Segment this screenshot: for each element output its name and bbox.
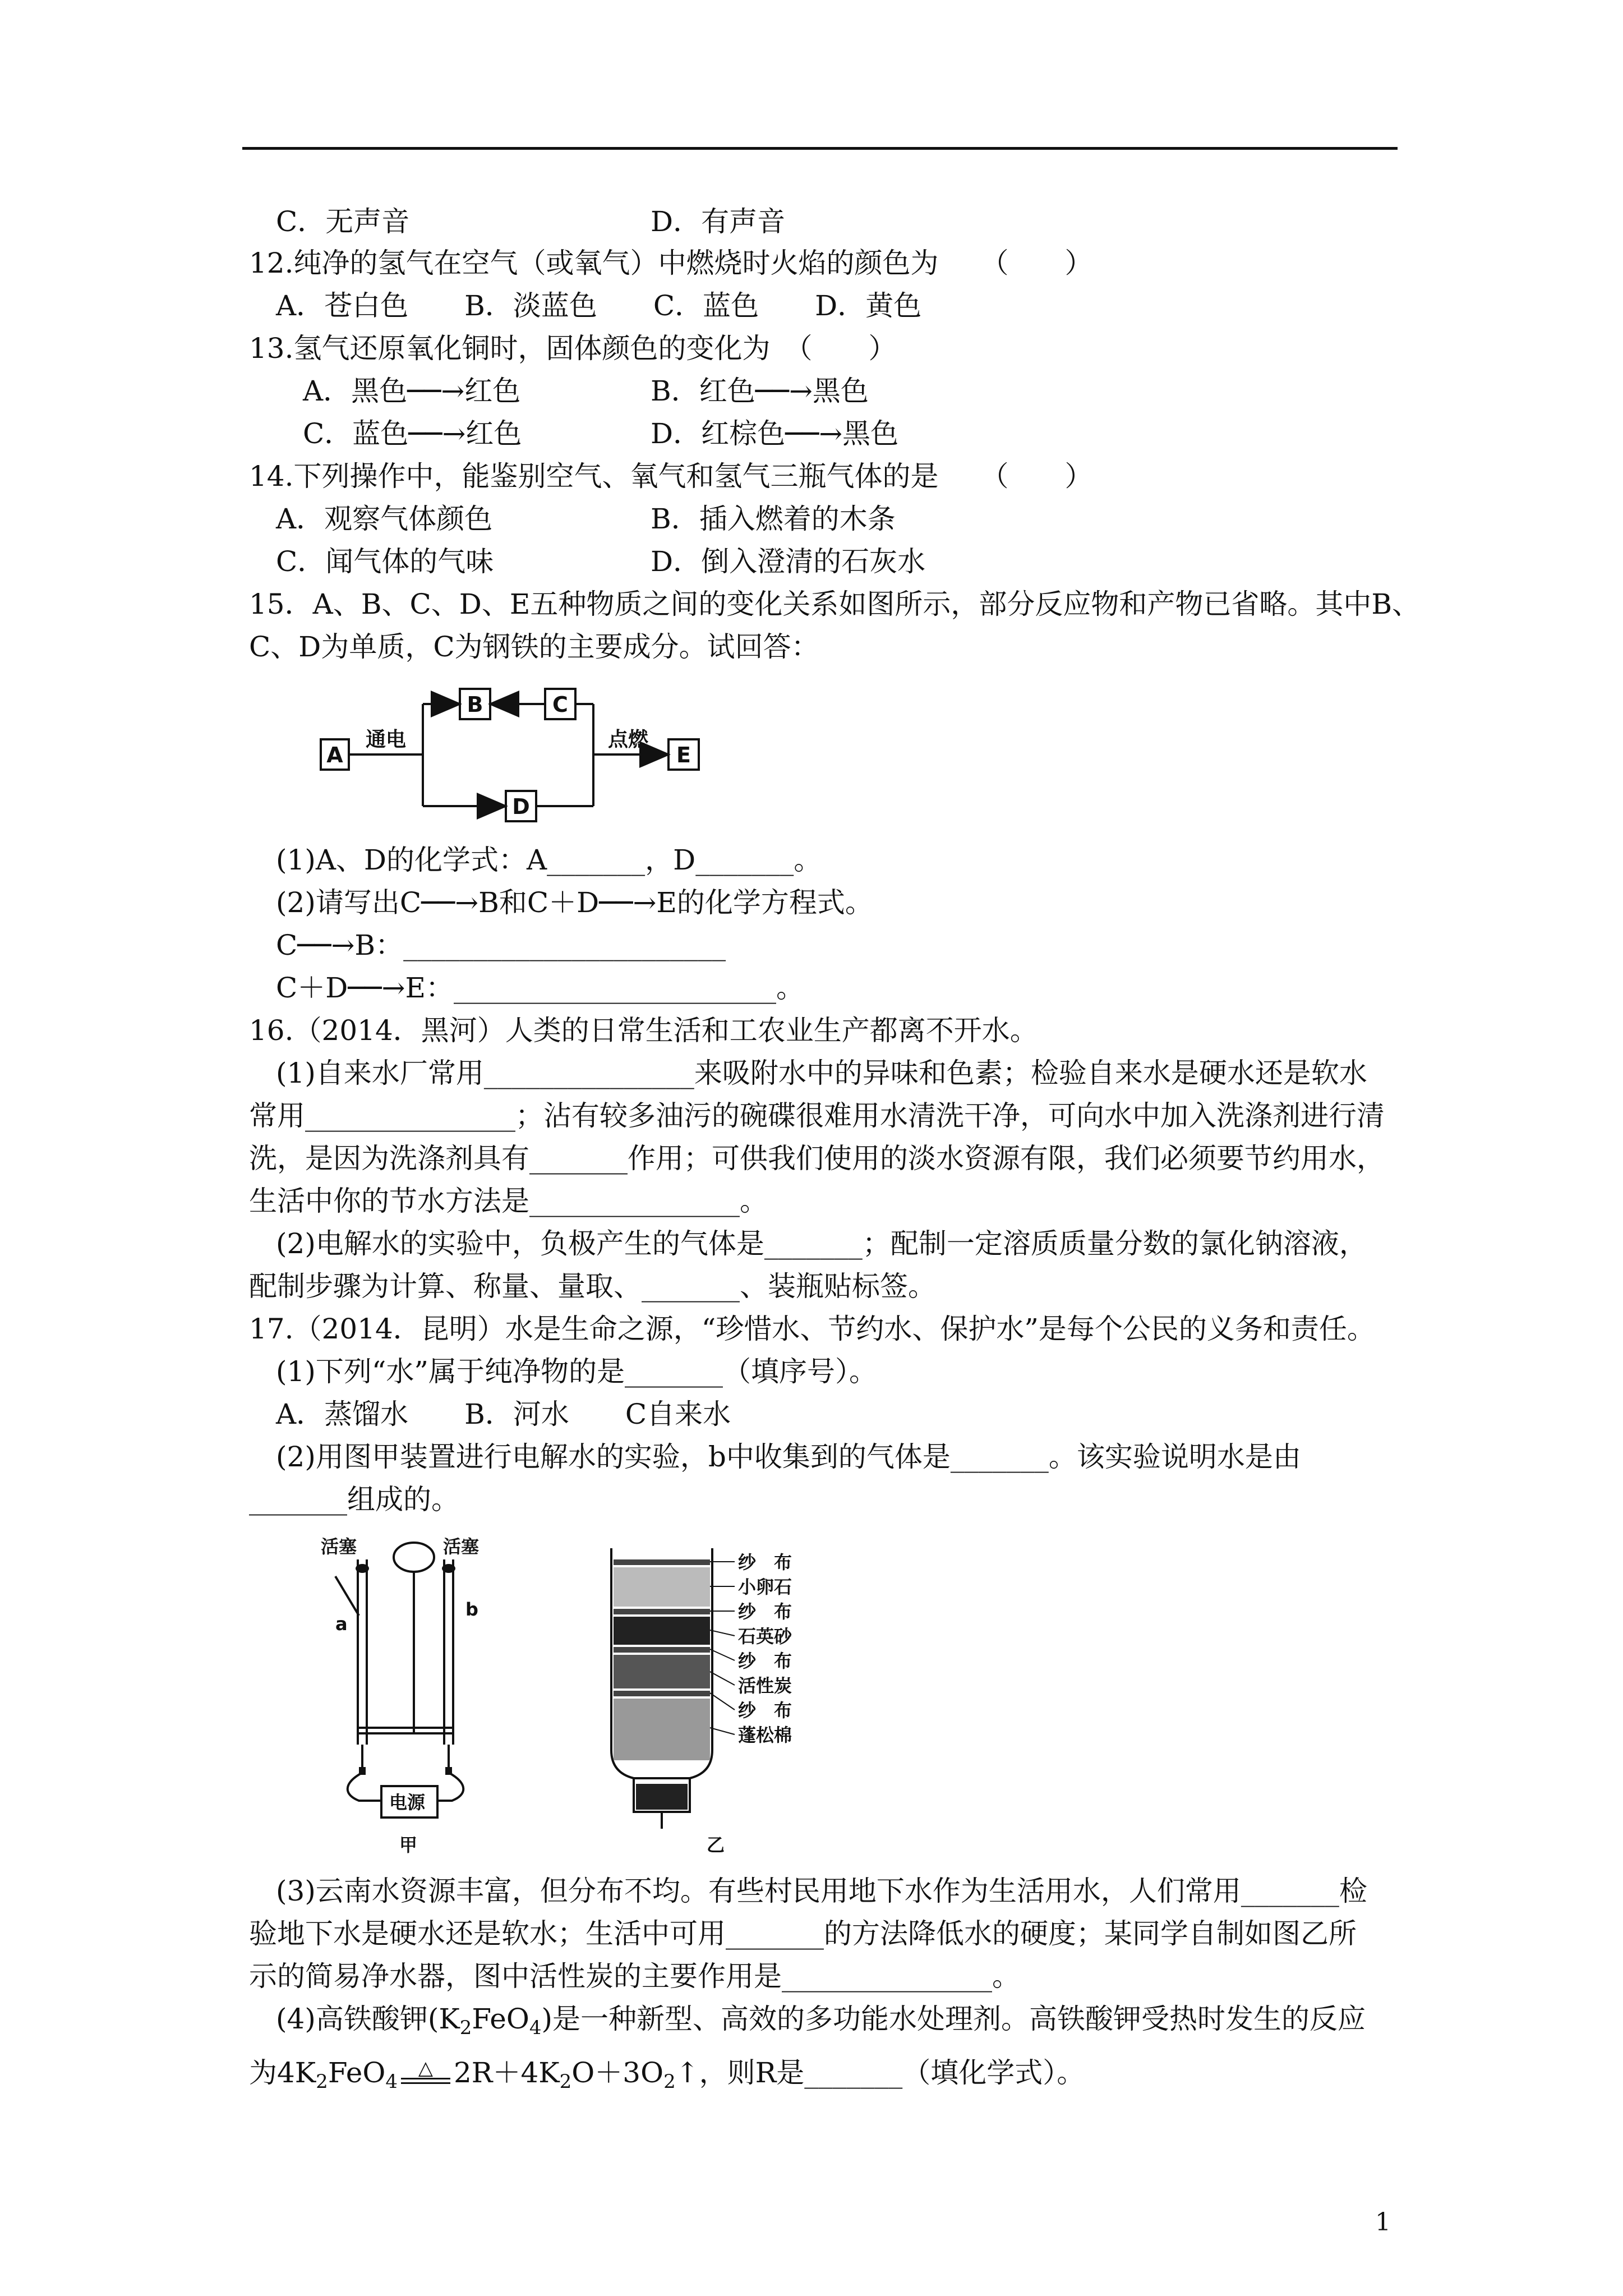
q16-part1-line3: 洗，是因为洗涤剂具有_______作用；可供我们使用的淡水资源有限，我们必须要节约用水， (249, 1142, 1385, 1175)
node-a-label: A (326, 743, 343, 767)
q13-option-c: C．蓝色──→红色 (303, 417, 522, 450)
node-e-label: E (676, 743, 691, 767)
label-valve-right: 活塞 (443, 1537, 479, 1557)
label-valve-left: 活塞 (321, 1537, 357, 1557)
caption-jia: 甲 (399, 1834, 418, 1856)
q13-option-a: A．黑色──→红色 (303, 375, 521, 407)
label-tube-a: a (335, 1613, 348, 1635)
label-layer-6: 活性炭 (738, 1675, 792, 1696)
q13-option-b: B．红色──→黑色 (651, 375, 869, 407)
valve-right-icon (442, 1564, 455, 1573)
label-layer-1: 纱 布 (738, 1552, 792, 1573)
layer-pebbles (614, 1567, 710, 1607)
label-layer-8: 蓬松棉 (738, 1724, 792, 1746)
q15-part1: (1)A、D的化学式：A_______，D_______。 (276, 844, 822, 876)
label-power: 电源 (389, 1792, 426, 1813)
node-d-label: D (512, 794, 530, 819)
figure-jia-electrolysis (314, 1537, 516, 1862)
layer-quartz-sand (614, 1617, 710, 1645)
header-rule (242, 147, 1398, 150)
label-layer-3: 纱 布 (738, 1601, 792, 1622)
edge-label-ignite: 点燃 (608, 728, 649, 751)
edge-label-electrolysis: 通电 (366, 728, 407, 751)
heat-condition-sign: △ (398, 2055, 454, 2093)
layer-activated-carbon (614, 1655, 710, 1688)
q17-part2-line2: _______组成的。 (249, 1483, 459, 1516)
label-layer-4: 石英砂 (738, 1626, 792, 1647)
q14-option-b: B．插入燃着的木条 (651, 503, 896, 535)
q17-part4-line1: (4)高铁酸钾$(K_2FeO_4)$是一种新型、高效的多功能水处理剂。高铁酸钾受热时发生的反应 (276, 2003, 1366, 2039)
q17-part3-line2: 验地下水是硬水还是软水；生活中可用_______的方法降低水的硬度；某同学自制如图乙所 (249, 1917, 1357, 1950)
caption-yi: 乙 (707, 1834, 725, 1856)
q15-part2: (2)请写出C──→B和C＋D──→E的化学方程式。 (276, 886, 873, 919)
q16-part1-line2: 常用_______________；沾有较多油污的碗碟很难用水清洗干净，可向水中加入洗涤剂进行清 (249, 1099, 1385, 1132)
q13-stem: 13.氢气还原氧化铜时，固体颜色的变化为 （ ） (249, 332, 897, 365)
q17-part2-line1: (2)用图甲装置进行电解水的实验，b中收集到的气体是_______。该实验说明水是由 (276, 1441, 1301, 1473)
q14-option-d: D．倒入澄清的石灰水 (651, 545, 926, 578)
q14-option-a: A．观察气体颜色 (276, 503, 493, 535)
q17-part3-line3: 示的简易净水器，图中活性炭的主要作用是_______________。 (249, 1960, 1020, 1993)
label-tube-b: b (465, 1599, 478, 1620)
label-layer-7: 纱 布 (738, 1700, 792, 1721)
q15-stem-1: 15．A、B、C、D、E五种物质之间的变化关系如图所示，部分反应物和产物已省略。其中B、 (249, 588, 1421, 620)
q17-part1-options: A．蒸馏水 B．河水 C自来水 (276, 1398, 731, 1430)
reservoir-funnel (394, 1543, 434, 1572)
q14-option-c: C．闻气体的气味 (276, 545, 494, 578)
q12-stem: 12.纯净的氢气在空气（或氧气）中燃烧时火焰的颜色为 （ ） (249, 247, 1093, 279)
label-layer-2: 小卵石 (738, 1576, 792, 1598)
page-number: 1 (1375, 2208, 1391, 2237)
q13-option-d: D．红棕色──→黑色 (651, 417, 899, 450)
node-b-label: B (467, 692, 483, 717)
figure-yi-purifier (594, 1537, 852, 1862)
q12-options: A．苍白色 B．淡蓝色 C．蓝色 D．黄色 (276, 289, 922, 322)
q14-stem: 14.下列操作中，能鉴别空气、氧气和氢气三瓶气体的是 （ ） (249, 460, 1093, 493)
q17-part1: (1)下列“水”属于纯净物的是_______（填序号）。 (276, 1355, 877, 1388)
q16-part2-line2: 配制步骤为计算、称量、量取、_______、装瓶贴标签。 (249, 1270, 936, 1303)
q15-eq-cde: C＋D──→E：_______________________。 (276, 972, 804, 1004)
q17-part3-line1: (3)云南水资源丰富，但分布不均。有些村民用地下水作为生活用水，人们常用_______检 (276, 1875, 1367, 1907)
label-layer-5: 纱 布 (738, 1650, 792, 1672)
q17-part4-equation: 为$4K_2FeO_4^\triangle$ $2R+4K_2O+3O_2↑$，则R是_______（填化学式）。 (249, 2056, 1085, 2093)
q15-stem-2: C、D为单质，C为钢铁的主要成分。试回答： (249, 631, 819, 663)
q16-part1-line4: 生活中你的节水方法是_______________。 (249, 1185, 768, 1217)
layer-cotton (614, 1699, 710, 1760)
q15-reaction-diagram (314, 679, 718, 830)
q15-eq-cb: C──→B：_______________________ (276, 929, 726, 961)
q16-part1-line1: (1)自来水厂常用_______________来吸附水中的异味和色素；检验自来水是硬水还是软水 (276, 1057, 1367, 1089)
q11-option-c: C．无声音 (276, 205, 410, 238)
node-c-label: C (552, 692, 568, 717)
valve-left-icon (356, 1564, 369, 1573)
q16-part2-line1: (2)电解水的实验中，负极产生的气体是_______；配制一定溶质质量分数的氯化钠溶液， (276, 1227, 1367, 1260)
q17-stem: 17.（2014．昆明）水是生命之源，“珍惜水、节约水、保护水”是每个公民的义务和责任。 (249, 1313, 1375, 1345)
q11-option-d: D．有声音 (651, 205, 786, 238)
q16-stem: 16.（2014．黑河）人类的日常生活和工农业生产都离不开水。 (249, 1014, 1038, 1047)
